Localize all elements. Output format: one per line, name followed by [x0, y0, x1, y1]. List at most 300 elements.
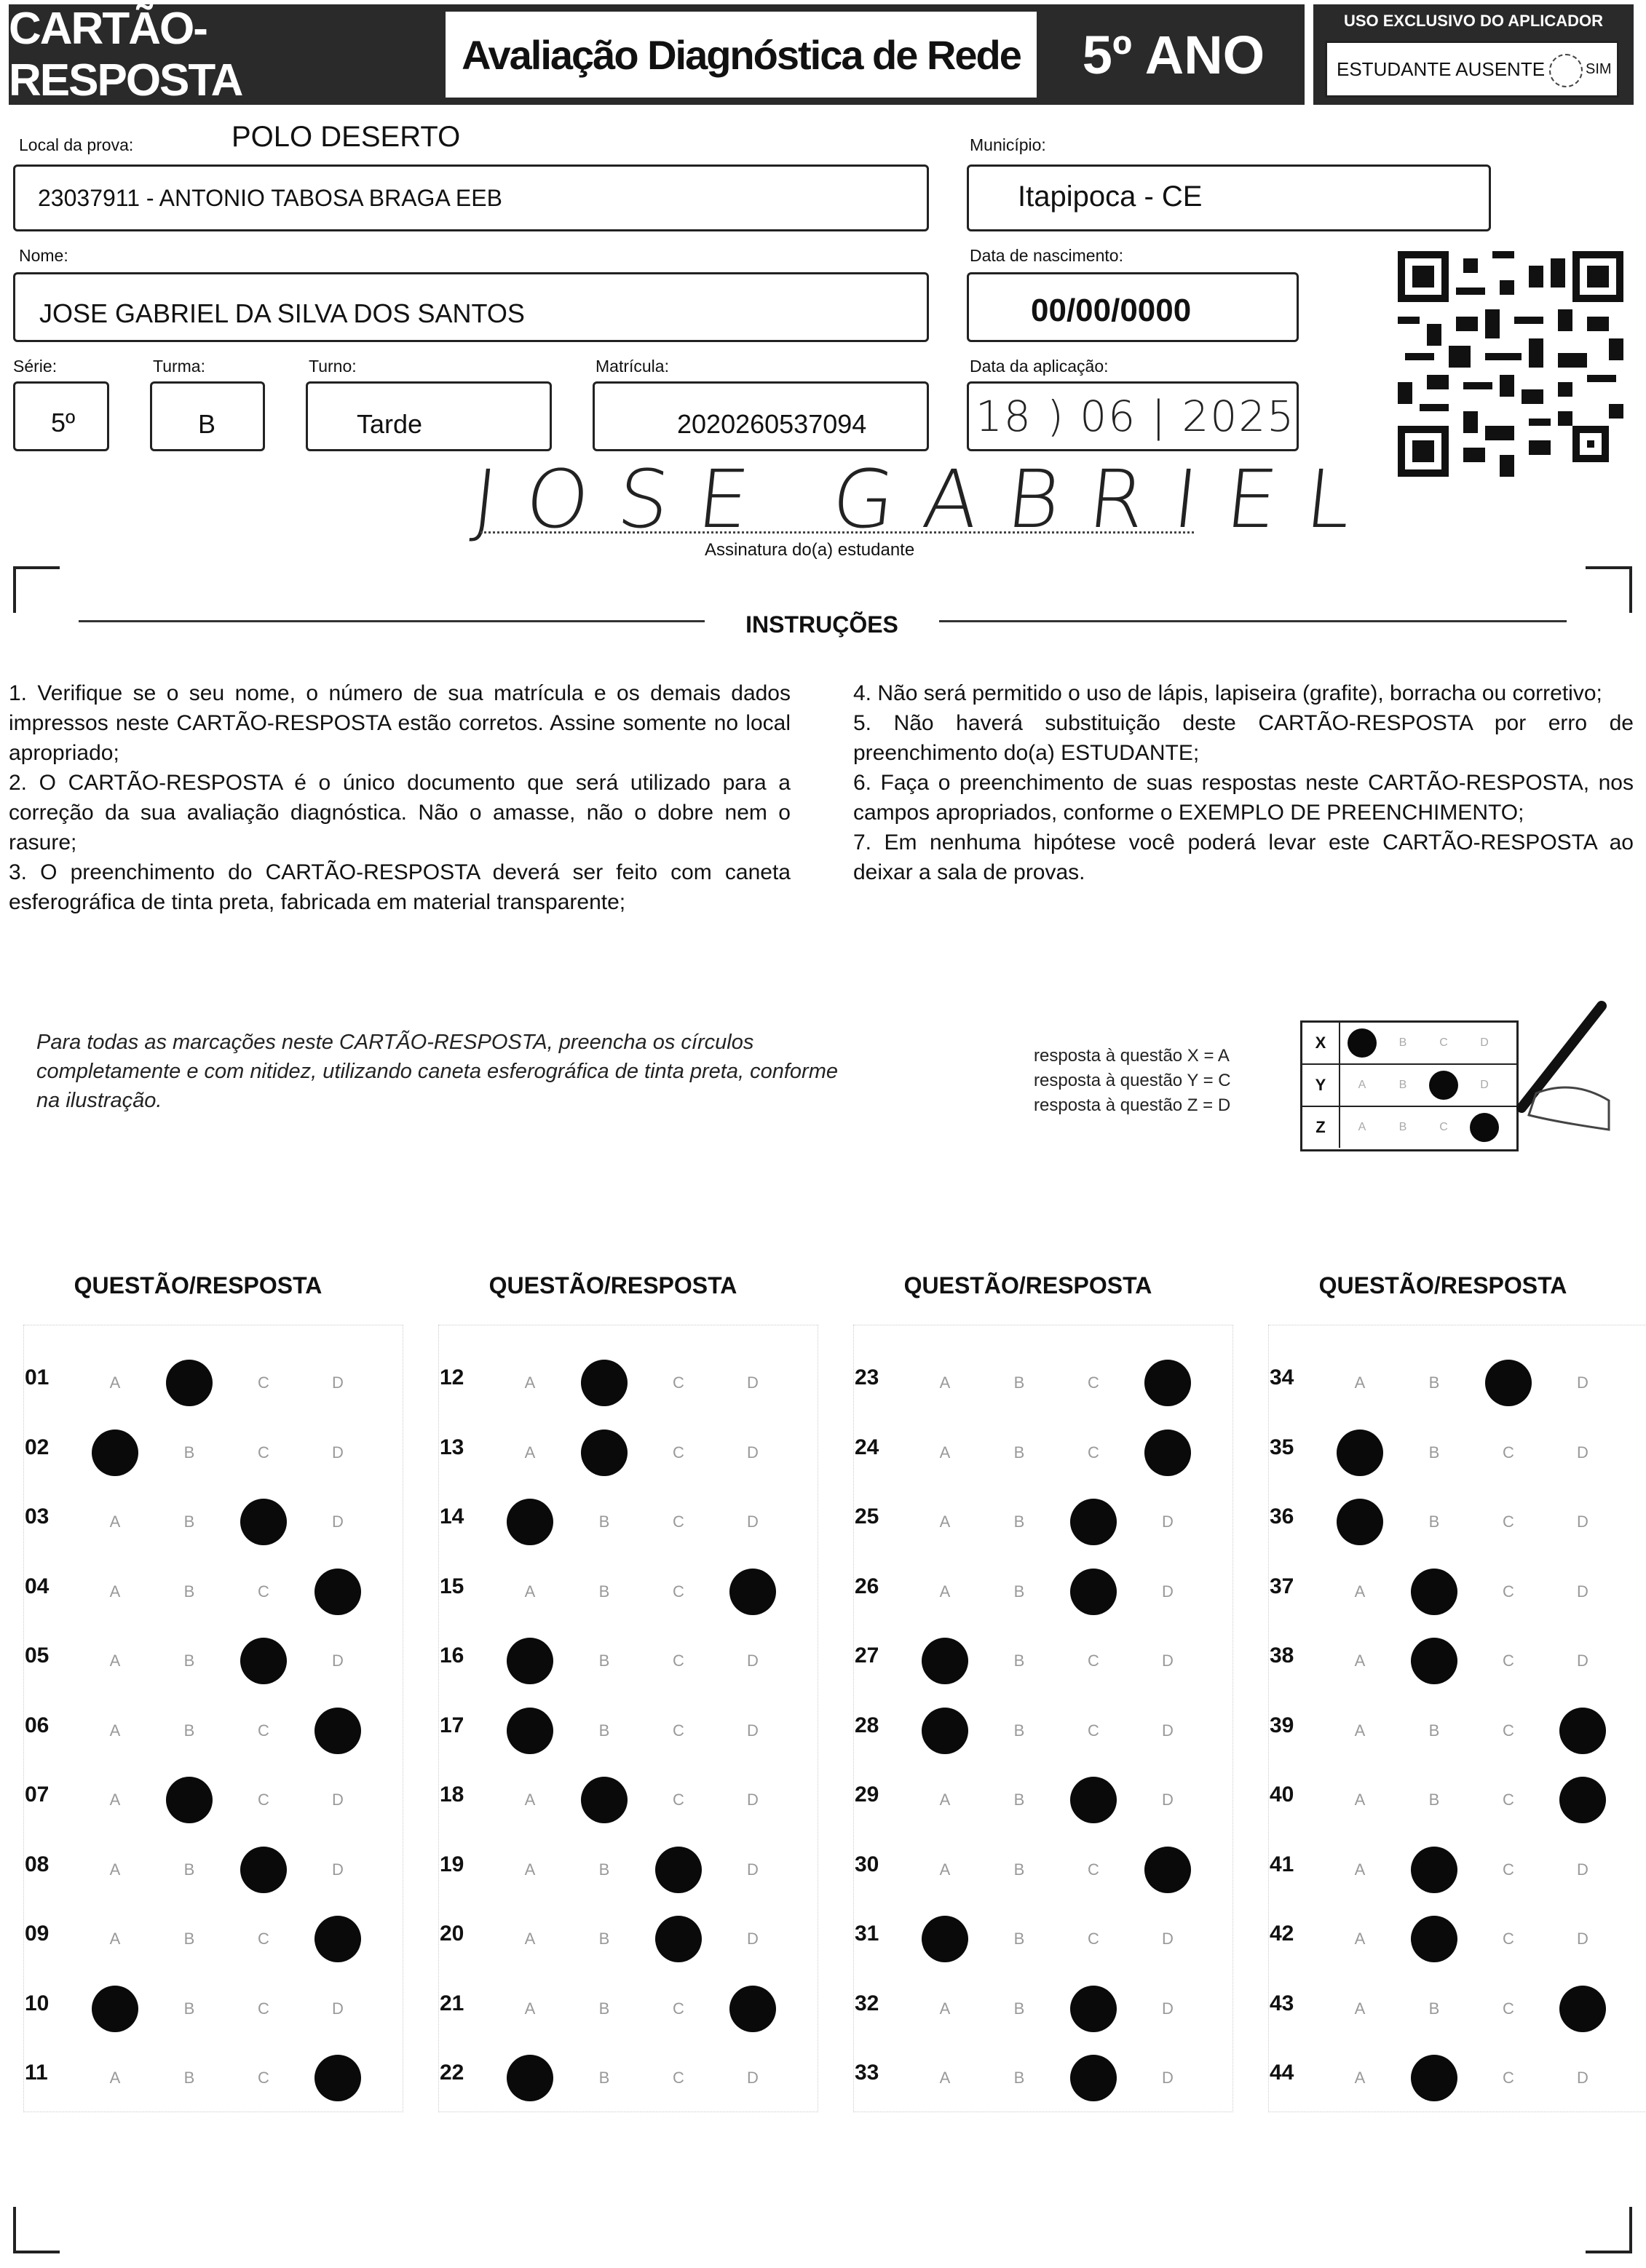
matricula-value: 2020260537094 — [677, 409, 867, 439]
answer-bubble-d[interactable] — [1559, 1777, 1606, 1823]
answer-bubble-b[interactable]: B — [1013, 1443, 1025, 1462]
answer-row — [846, 1700, 1239, 1770]
answer-bubble-c[interactable]: C — [258, 1582, 269, 1601]
question-number: 14 — [440, 1504, 464, 1528]
answer-bubble-a[interactable] — [1337, 1499, 1383, 1545]
answer-bubble-c[interactable] — [655, 1847, 702, 1893]
answer-bubble-a[interactable] — [507, 1708, 553, 1754]
absent-checkbox[interactable] — [1549, 54, 1583, 87]
answer-bubble-d[interactable]: D — [747, 2069, 759, 2087]
answer-bubble-c[interactable]: C — [673, 1582, 684, 1601]
answer-bubble-d[interactable]: D — [1162, 1582, 1174, 1601]
answer-bubble-a[interactable]: A — [524, 1860, 536, 1879]
answer-bubble-a[interactable]: A — [939, 1860, 951, 1879]
answer-bubble-c[interactable]: C — [673, 1512, 684, 1531]
absent-option: SIM — [1586, 61, 1612, 77]
aplicacao-value: 18 ) 06 | 2025 — [976, 392, 1296, 441]
answer-bubble-d[interactable]: D — [1162, 1791, 1174, 1809]
answer-bubble-b[interactable] — [1411, 1847, 1457, 1893]
answer-bubble-c[interactable] — [240, 1638, 287, 1684]
answer-bubble-c[interactable] — [240, 1499, 287, 1545]
answer-bubble-b[interactable]: B — [183, 2069, 195, 2087]
answer-bubble-a[interactable] — [922, 1916, 968, 1962]
answer-bubble-d[interactable]: D — [332, 1652, 344, 1670]
answer-bubble-b[interactable]: B — [1013, 1582, 1025, 1601]
answer-row — [1261, 1561, 1646, 1631]
question-number: 10 — [25, 1991, 50, 2015]
answer-bubble-b[interactable]: B — [598, 1721, 610, 1740]
answer-bubble-a[interactable]: A — [939, 1373, 951, 1392]
answer-bubble-c[interactable]: C — [1088, 1721, 1099, 1740]
answer-bubble-b[interactable] — [166, 1777, 213, 1823]
answer-bubble-d[interactable]: D — [332, 1512, 344, 1531]
answer-bubble-b[interactable]: B — [598, 1652, 610, 1670]
example-bubble-a — [1348, 1028, 1377, 1058]
nascimento-value: 00/00/0000 — [1031, 293, 1192, 328]
answer-bubble-b[interactable]: B — [598, 1860, 610, 1879]
signature: JOSE GABRIEL — [468, 453, 1385, 546]
answer-bubble-b[interactable]: B — [1013, 1721, 1025, 1740]
answer-bubble-b[interactable]: B — [598, 1512, 610, 1531]
answer-bubble-c[interactable] — [1485, 1360, 1532, 1406]
question-number: 27 — [855, 1643, 879, 1668]
answer-column-title: QUESTÃO/RESPOSTA — [903, 1272, 1152, 1298]
answer-bubble-b[interactable]: B — [1013, 1373, 1025, 1392]
answer-bubble-c[interactable] — [240, 1847, 287, 1893]
answer-bubble-b[interactable]: B — [1428, 1443, 1440, 1462]
absent-label: ESTUDANTE AUSENTE — [1337, 58, 1546, 80]
example-bubble-d: D — [1480, 1036, 1489, 1049]
answer-bubble-b[interactable] — [1411, 1638, 1457, 1684]
answer-bubble-d[interactable]: D — [332, 1999, 344, 2018]
answer-bubble-a[interactable]: A — [1354, 1373, 1366, 1392]
answer-bubble-a[interactable]: A — [524, 1930, 536, 1948]
answer-bubble-d[interactable] — [1144, 1847, 1191, 1893]
answer-row — [846, 1978, 1239, 2048]
answer-bubble-a[interactable]: A — [524, 1582, 536, 1601]
question-number: 37 — [1270, 1574, 1294, 1598]
answer-bubble-a[interactable]: A — [524, 1373, 536, 1392]
answer-row — [16, 1491, 409, 1561]
answer-bubble-b[interactable]: B — [598, 1582, 610, 1601]
answer-bubble-a[interactable]: A — [939, 1512, 951, 1531]
question-number: 30 — [855, 1852, 879, 1876]
answer-bubble-b[interactable]: B — [183, 1930, 195, 1948]
example-bubble-c: C — [1439, 1121, 1448, 1133]
answer-bubble-a[interactable]: A — [109, 1582, 121, 1601]
example-row-label: Y — [1302, 1065, 1340, 1106]
answer-bubble-c[interactable]: C — [1503, 1791, 1514, 1809]
answer-bubble-d[interactable] — [729, 1569, 776, 1615]
turno-field — [306, 381, 552, 451]
question-number: 08 — [25, 1852, 50, 1876]
answer-bubble-b[interactable]: B — [1428, 1791, 1440, 1809]
answer-row — [16, 1352, 409, 1422]
turma-value: B — [198, 409, 216, 439]
answer-bubble-c[interactable]: C — [673, 1999, 684, 2018]
answer-bubble-b[interactable]: B — [183, 1443, 195, 1462]
answer-bubble-b[interactable]: B — [598, 2069, 610, 2087]
answer-bubble-d[interactable] — [314, 1916, 361, 1962]
answer-bubble-d[interactable]: D — [747, 1512, 759, 1531]
answer-bubble-a[interactable] — [507, 1638, 553, 1684]
answer-row — [1261, 1630, 1646, 1700]
answer-bubble-c[interactable]: C — [1503, 1860, 1514, 1879]
answer-bubble-d[interactable]: D — [1162, 1930, 1174, 1948]
question-number: 42 — [1270, 1922, 1294, 1946]
answer-bubble-c[interactable] — [1070, 1499, 1117, 1545]
question-number: 31 — [855, 1922, 879, 1946]
local-label: Local da prova: — [19, 135, 134, 154]
answer-bubble-d[interactable] — [314, 2055, 361, 2101]
answer-bubble-c[interactable]: C — [1503, 1930, 1514, 1948]
answer-bubble-b[interactable]: B — [1013, 1999, 1025, 2018]
answer-bubble-a[interactable]: A — [1354, 1652, 1366, 1670]
answer-bubble-d[interactable]: D — [747, 1652, 759, 1670]
answer-bubble-b[interactable]: B — [1428, 1373, 1440, 1392]
answer-bubble-a[interactable]: A — [524, 1443, 536, 1462]
answer-bubble-c[interactable]: C — [258, 1791, 269, 1809]
answer-bubble-a[interactable]: A — [524, 1999, 536, 2018]
answer-bubble-b[interactable]: B — [1013, 1930, 1025, 1948]
answer-bubble-a[interactable]: A — [524, 1791, 536, 1809]
answer-bubble-b[interactable]: B — [1428, 1999, 1440, 2018]
question-number: 01 — [25, 1365, 50, 1389]
answer-bubble-c[interactable]: C — [258, 1373, 269, 1392]
answer-bubble-b[interactable] — [581, 1777, 628, 1823]
answer-bubble-d[interactable] — [314, 1569, 361, 1615]
answer-bubble-c[interactable]: C — [258, 1443, 269, 1462]
answer-row — [1261, 1491, 1646, 1561]
instruction-4: 4. Não será permitido o uso de lápis, lapiseira (grafite), borracha ou corretivo; — [853, 681, 1602, 705]
question-number: 02 — [25, 1435, 50, 1459]
example-bubble-c: C — [1439, 1036, 1448, 1049]
answer-bubble-b[interactable]: B — [1013, 1652, 1025, 1670]
answer-row — [16, 1839, 409, 1909]
answer-column-title: QUESTÃO/RESPOSTA — [488, 1272, 737, 1298]
answer-bubble-a[interactable]: A — [939, 1999, 951, 2018]
answer-bubble-d[interactable]: D — [747, 1373, 759, 1392]
answer-bubble-d[interactable]: D — [747, 1721, 759, 1740]
answer-bubble-d[interactable] — [1559, 1708, 1606, 1754]
question-number: 05 — [25, 1643, 50, 1668]
answer-bubble-b[interactable]: B — [1013, 1512, 1025, 1531]
answer-bubble-b[interactable]: B — [1013, 1860, 1025, 1879]
example-bubble-b: B — [1398, 1121, 1407, 1133]
answer-row — [1261, 1908, 1646, 1978]
answer-bubble-a[interactable]: A — [109, 1373, 121, 1392]
answer-bubble-b[interactable]: B — [183, 1512, 195, 1531]
answer-bubble-d[interactable] — [729, 1986, 776, 2032]
question-number: 11 — [25, 2061, 48, 2085]
answer-bubble-d[interactable]: D — [1577, 1652, 1588, 1670]
question-number: 25 — [855, 1504, 879, 1528]
turno-label: Turno: — [309, 357, 357, 376]
answer-bubble-a[interactable]: A — [1354, 1860, 1366, 1879]
frame-corner-tl — [13, 566, 60, 613]
answer-row — [431, 1978, 824, 2048]
answer-row — [846, 1491, 1239, 1561]
example-bubble-c — [1429, 1071, 1458, 1100]
answer-row — [16, 1561, 409, 1631]
answer-bubble-a[interactable]: A — [1354, 1930, 1366, 1948]
answer-bubble-d[interactable]: D — [1577, 1860, 1588, 1879]
answer-bubble-a[interactable]: A — [109, 1930, 121, 1948]
answer-row — [16, 2047, 409, 2117]
question-number: 44 — [1270, 2061, 1294, 2085]
answer-bubble-c[interactable]: C — [258, 1721, 269, 1740]
answer-bubble-d[interactable]: D — [1577, 1373, 1588, 1392]
answer-bubble-c[interactable]: C — [258, 1999, 269, 2018]
answer-bubble-c[interactable] — [655, 1916, 702, 1962]
answer-bubble-b[interactable]: B — [598, 1999, 610, 2018]
frame-corner-br — [1586, 2207, 1632, 2253]
answer-bubble-c[interactable]: C — [1503, 1721, 1514, 1740]
school-value: 23037911 - ANTONIO TABOSA BRAGA EEB — [38, 185, 502, 211]
answer-bubble-a[interactable] — [92, 1986, 138, 2032]
question-number: 15 — [440, 1574, 464, 1598]
nome-label: Nome: — [19, 246, 68, 265]
answer-bubble-c[interactable]: C — [673, 2069, 684, 2087]
answer-row — [1261, 1769, 1646, 1839]
answer-bubble-d[interactable]: D — [332, 1860, 344, 1879]
answer-bubble-a[interactable]: A — [939, 1791, 951, 1809]
answer-bubble-d[interactable] — [314, 1708, 361, 1754]
answer-row — [431, 1769, 824, 1839]
answer-bubble-c[interactable] — [1070, 1986, 1117, 2032]
answer-row — [431, 2047, 824, 2117]
answer-bubble-b[interactable]: B — [183, 1860, 195, 1879]
answer-row — [431, 1561, 824, 1631]
example-bubble-b: B — [1398, 1036, 1407, 1049]
answer-bubble-b[interactable]: B — [183, 1721, 195, 1740]
answer-bubble-a[interactable] — [922, 1708, 968, 1754]
answer-bubble-d[interactable]: D — [747, 1791, 759, 1809]
question-number: 20 — [440, 1922, 464, 1946]
serie-label: Série: — [13, 357, 58, 376]
answer-bubble-d[interactable]: D — [747, 1860, 759, 1879]
answer-bubble-a[interactable]: A — [109, 1860, 121, 1879]
question-number: 29 — [855, 1783, 879, 1807]
pen-illustration — [1471, 999, 1616, 1144]
answer-bubble-a[interactable]: A — [939, 1582, 951, 1601]
answer-bubble-c[interactable]: C — [673, 1373, 684, 1392]
answer-bubble-c[interactable]: C — [673, 1652, 684, 1670]
answer-bubble-d[interactable]: D — [332, 1373, 344, 1392]
answer-bubble-b[interactable]: B — [1013, 2069, 1025, 2087]
answer-bubble-d[interactable]: D — [1162, 1999, 1174, 2018]
answer-bubble-b[interactable]: B — [1013, 1791, 1025, 1809]
example-bubble-a: A — [1358, 1121, 1366, 1133]
instructions-title: INSTRUÇÕES — [745, 611, 898, 638]
answer-row — [846, 1352, 1239, 1422]
answer-bubble-b[interactable]: B — [598, 1930, 610, 1948]
answer-bubble-a[interactable] — [922, 1638, 968, 1684]
answer-bubble-b[interactable] — [166, 1360, 213, 1406]
answer-bubble-b[interactable]: B — [183, 1999, 195, 2018]
municipio-label: Município: — [970, 135, 1046, 154]
answer-row — [431, 1352, 824, 1422]
answer-bubble-b[interactable]: B — [183, 1582, 195, 1601]
instruction-5: 5. Não haverá substituição deste CARTÃO-RESPOSTA por erro de preenchimento do(a) ESTUDANTE; — [853, 711, 1634, 765]
answer-bubble-a[interactable]: A — [109, 1512, 121, 1531]
answer-row — [1261, 1422, 1646, 1492]
answer-bubble-a[interactable] — [507, 2055, 553, 2101]
answer-row — [16, 1700, 409, 1770]
question-number: 17 — [440, 1713, 464, 1737]
answer-bubble-c[interactable]: C — [1088, 1860, 1099, 1879]
answer-row — [1261, 1839, 1646, 1909]
eval-title: Avaliação Diagnóstica de Rede — [446, 12, 1037, 98]
answer-row — [431, 1630, 824, 1700]
answer-bubble-a[interactable]: A — [939, 1443, 951, 1462]
answer-bubble-b[interactable] — [1411, 1916, 1457, 1962]
answer-bubble-d[interactable] — [1144, 1430, 1191, 1476]
instructions-rule-left — [79, 620, 705, 622]
answer-bubble-d[interactable] — [1144, 1360, 1191, 1406]
answer-row — [846, 2047, 1239, 2117]
answer-bubble-b[interactable]: B — [183, 1652, 195, 1670]
answer-bubble-c[interactable]: C — [1088, 1930, 1099, 1948]
frame-corner-bl — [13, 2207, 60, 2253]
answer-bubble-c[interactable]: C — [673, 1791, 684, 1809]
answer-bubble-a[interactable] — [507, 1499, 553, 1545]
answer-bubble-c[interactable]: C — [673, 1443, 684, 1462]
qr-code-graphic — [1398, 251, 1623, 477]
answer-row — [846, 1769, 1239, 1839]
answer-bubble-c[interactable]: C — [258, 2069, 269, 2087]
answer-bubble-b[interactable] — [1411, 2055, 1457, 2101]
example-row-label: X — [1302, 1023, 1340, 1063]
answer-bubble-d[interactable]: D — [332, 1791, 344, 1809]
answer-bubble-a[interactable] — [92, 1430, 138, 1476]
answer-row — [431, 1839, 824, 1909]
answer-row — [1261, 1700, 1646, 1770]
answer-bubble-d[interactable] — [1559, 1986, 1606, 2032]
answer-bubble-a[interactable]: A — [1354, 1582, 1366, 1601]
answer-bubble-d[interactable]: D — [747, 1443, 759, 1462]
question-number: 26 — [855, 1574, 879, 1598]
answer-bubble-c[interactable]: C — [1503, 1443, 1514, 1462]
answer-row — [431, 1700, 824, 1770]
example-row-label: Z — [1302, 1107, 1340, 1148]
answer-bubble-b[interactable] — [1411, 1569, 1457, 1615]
answer-bubble-b[interactable]: B — [1428, 1512, 1440, 1531]
answer-row — [846, 1908, 1239, 1978]
question-number: 39 — [1270, 1713, 1294, 1737]
question-number: 13 — [440, 1435, 464, 1459]
instructions-right — [853, 678, 1634, 887]
question-number: 09 — [25, 1922, 50, 1946]
answer-bubble-d[interactable]: D — [1577, 1582, 1588, 1601]
answer-column-title: QUESTÃO/RESPOSTA — [1318, 1272, 1567, 1298]
question-number: 38 — [1270, 1643, 1294, 1668]
answer-bubble-d[interactable]: D — [1577, 2069, 1588, 2087]
answer-bubble-c[interactable] — [1070, 1569, 1117, 1615]
answer-bubble-d[interactable]: D — [1577, 1930, 1588, 1948]
answer-row — [1261, 1352, 1646, 1422]
instruction-6: 6. Faça o preenchimento de suas respostas neste CARTÃO-RESPOSTA, nos campos apropriados, conforme o EXEMPLO DE PREENCHIMENTO; — [853, 771, 1634, 825]
answer-row — [16, 1422, 409, 1492]
question-number: 35 — [1270, 1435, 1294, 1459]
answer-row — [431, 1908, 824, 1978]
signature-label: Assinatura do(a) estudante — [705, 540, 915, 560]
question-number: 33 — [855, 2061, 879, 2085]
serie-value: 5º — [51, 408, 76, 437]
answer-bubble-b[interactable]: B — [1428, 1721, 1440, 1740]
answer-bubble-c[interactable]: C — [1088, 1652, 1099, 1670]
answer-bubble-c[interactable]: C — [1503, 2069, 1514, 2087]
answer-bubble-c[interactable] — [1070, 2055, 1117, 2101]
answer-bubble-b[interactable] — [581, 1360, 628, 1406]
answer-bubble-a[interactable]: A — [1354, 1791, 1366, 1809]
answer-bubble-a[interactable]: A — [939, 2069, 951, 2087]
fill-note: Para todas as marcações neste CARTÃO-RESPOSTA, preencha os círculos completamente e com nitidez, utilizando caneta esferográfica de tinta preta, conforme na ilustração. — [36, 1031, 838, 1112]
answer-row — [846, 1839, 1239, 1909]
question-number: 21 — [440, 1991, 464, 2015]
answer-bubble-c[interactable]: C — [1503, 1582, 1514, 1601]
answer-bubble-c[interactable]: C — [673, 1721, 684, 1740]
instructions-rule-right — [939, 620, 1567, 622]
municipio-value: Itapipoca - CE — [1018, 181, 1203, 213]
question-number: 22 — [440, 2061, 464, 2085]
answer-bubble-d[interactable]: D — [1577, 1443, 1588, 1462]
answer-bubble-d[interactable]: D — [332, 1443, 344, 1462]
answer-bubble-a[interactable] — [1337, 1430, 1383, 1476]
answer-bubble-a[interactable]: A — [1354, 1721, 1366, 1740]
answer-bubble-a[interactable]: A — [109, 2069, 121, 2087]
answer-bubble-a[interactable]: A — [109, 1791, 121, 1809]
question-number: 32 — [855, 1991, 879, 2015]
answer-bubble-c[interactable]: C — [1503, 1652, 1514, 1670]
answer-bubble-a[interactable]: A — [1354, 1999, 1366, 2018]
answer-bubble-d[interactable]: D — [1162, 1721, 1174, 1740]
answer-bubble-c[interactable]: C — [1503, 1999, 1514, 2018]
answer-bubble-d[interactable]: D — [1577, 1512, 1588, 1531]
answer-bubble-c[interactable]: C — [1503, 1512, 1514, 1531]
answer-row — [1261, 2047, 1646, 2117]
answer-bubble-d[interactable]: D — [1162, 1652, 1174, 1670]
answer-bubble-d[interactable]: D — [747, 1930, 759, 1948]
qr-code — [1398, 251, 1623, 477]
answer-bubble-c[interactable]: C — [258, 1930, 269, 1948]
instructions-left — [9, 678, 791, 917]
card-title: CARTÃO-RESPOSTA — [9, 4, 438, 105]
instruction-1: 1. Verifique se o seu nome, o número de sua matrícula e os demais dados impressos neste CARTÃO-RESPOSTA estão corretos. Assine somente no local apropriado; — [9, 681, 791, 765]
local-value: POLO DESERTO — [232, 121, 461, 153]
example-bubble-a: A — [1358, 1079, 1366, 1091]
answer-bubble-c[interactable] — [1070, 1777, 1117, 1823]
answer-bubble-d[interactable]: D — [1162, 1512, 1174, 1531]
answer-row — [16, 1769, 409, 1839]
question-number: 28 — [855, 1713, 879, 1737]
example-line-z: resposta à questão Z = D — [1034, 1095, 1231, 1115]
answer-bubble-b[interactable] — [581, 1430, 628, 1476]
turno-value: Tarde — [357, 409, 423, 439]
example-lines — [1034, 1044, 1231, 1118]
example-line-x: resposta à questão X = A — [1034, 1046, 1230, 1066]
nascimento-label: Data de nascimento: — [970, 246, 1123, 265]
answer-bubble-a[interactable]: A — [109, 1721, 121, 1740]
answer-bubble-d[interactable]: D — [1162, 2069, 1174, 2087]
answer-bubble-a[interactable]: A — [1354, 2069, 1366, 2087]
answer-column-title: QUESTÃO/RESPOSTA — [74, 1272, 323, 1298]
answer-bubble-c[interactable]: C — [1088, 1373, 1099, 1392]
question-number: 36 — [1270, 1504, 1294, 1528]
question-number: 16 — [440, 1643, 464, 1668]
answer-bubble-c[interactable]: C — [1088, 1443, 1099, 1462]
answer-bubble-a[interactable]: A — [109, 1652, 121, 1670]
